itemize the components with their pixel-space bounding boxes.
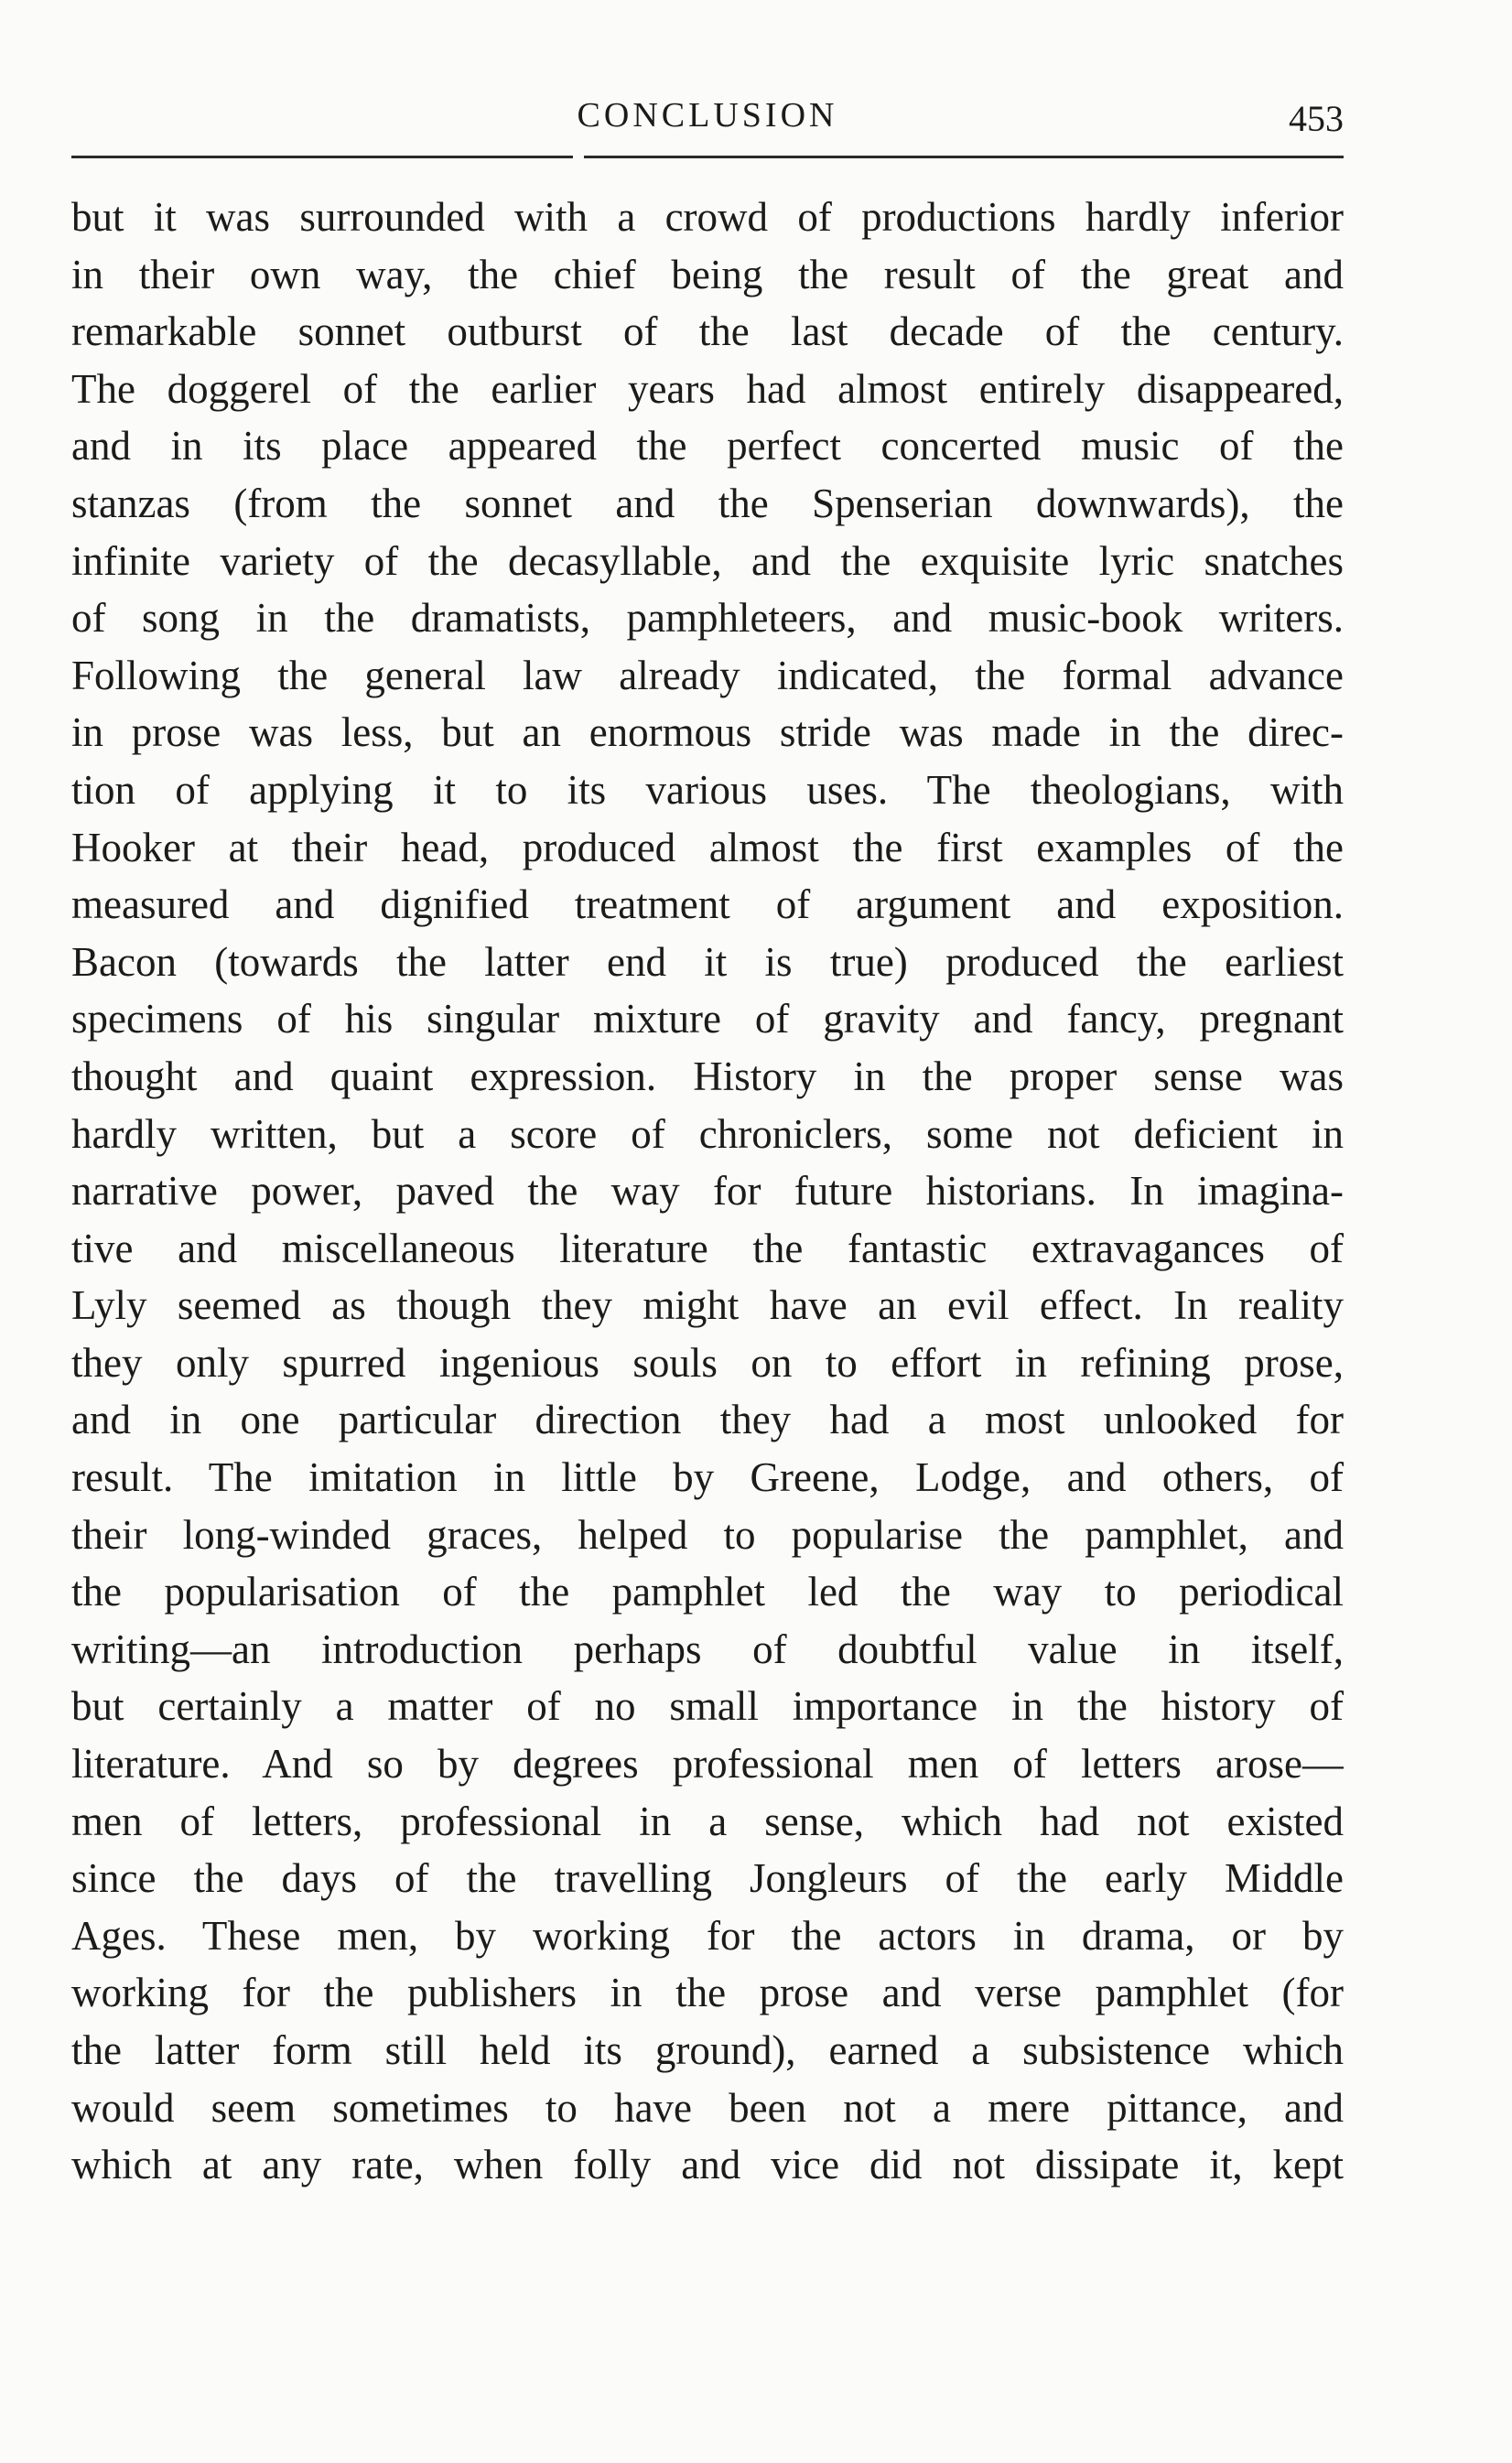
body-text — [71, 189, 1344, 2194]
text-line: specimens of his singular mixture of gravity and fancy, pregnant — [71, 996, 1344, 1042]
text-line: tion of applying it to its various uses. The theologians, with — [71, 766, 1344, 813]
text-line: The doggerel of the earlier years had almost entirely disappeared, — [71, 365, 1344, 412]
text-line: infinite variety of the decasyllable, and the exquisite lyric snatches — [71, 537, 1344, 584]
text-line: remarkable sonnet outburst of the last decade of the century. — [71, 308, 1344, 355]
text-line: and in one particular direction they had a most unlooked for — [71, 1397, 1344, 1443]
text-line: in their own way, the chief being the result of the great and — [71, 251, 1344, 297]
text-line: thought and quaint expression. History in the proper sense was — [71, 1053, 1344, 1099]
text-line: and in its place appeared the perfect concerted music of the — [71, 423, 1344, 470]
text-line: the latter form still held its ground), earned a subsistence which — [71, 2027, 1344, 2073]
header-rule-left — [71, 156, 573, 158]
text-line: stanzas (from the sonnet and the Spenserian downwards), the — [71, 480, 1344, 526]
header-rule-right — [584, 156, 1344, 158]
text-line: literature. And so by degrees professional men of letters arose— — [71, 1741, 1344, 1788]
text-line: writing—an introduction perhaps of doubtful value in itself, — [71, 1626, 1344, 1672]
page-number: 453 — [1289, 98, 1344, 139]
text-line: Bacon (towards the latter end it is true) produced the earliest — [71, 938, 1344, 985]
text-line: measured and dignified treatment of argument and exposition. — [71, 881, 1344, 928]
text-line: which at any rate, when folly and vice did not dissipate it, kept — [71, 2142, 1344, 2188]
text-line: men of letters, professional in a sense, which had not existed — [71, 1798, 1344, 1844]
page-header — [71, 88, 1344, 152]
text-line: in prose was less, but an enormous stride was made in the direc- — [71, 709, 1344, 756]
text-line: working for the publishers in the prose and verse pamphlet (for — [71, 1970, 1344, 2016]
text-line: the popularisation of the pamphlet led the way to periodical — [71, 1569, 1344, 1615]
text-line: would seem sometimes to have been not a mere pittance, and — [71, 2084, 1344, 2131]
text-line: but it was surrounded with a crowd of productions hardly inferior — [71, 194, 1344, 240]
text-line: Ages. These men, by working for the actors in drama, or by — [71, 1912, 1344, 1959]
running-title: CONCLUSION — [577, 96, 838, 135]
text-line: their long-winded graces, helped to popularise the pamphlet, and — [71, 1511, 1344, 1558]
text-line: result. The imitation in little by Greene, Lodge, and others, of — [71, 1454, 1344, 1501]
text-line: Following the general law already indicated, the formal advance — [71, 652, 1344, 698]
text-line: since the days of the travelling Jongleurs of the early Middle — [71, 1855, 1344, 1902]
text-line: hardly written, but a score of chroniclers, some not deficient in — [71, 1110, 1344, 1157]
text-line: but certainly a matter of no small importance in the history of — [71, 1683, 1344, 1730]
text-line: Lyly seemed as though they might have an evil effect. In reality — [71, 1282, 1344, 1329]
text-line: Hooker at their head, produced almost the first examples of the — [71, 824, 1344, 870]
text-line: of song in the dramatists, pamphleteers, and music-book writers. — [71, 595, 1344, 642]
text-line: they only spurred ingenious souls on to effort in refining prose, — [71, 1339, 1344, 1386]
text-line: tive and miscellaneous literature the fantastic extravagances of — [71, 1225, 1344, 1271]
text-line: narrative power, paved the way for future historians. In imagina- — [71, 1168, 1344, 1215]
